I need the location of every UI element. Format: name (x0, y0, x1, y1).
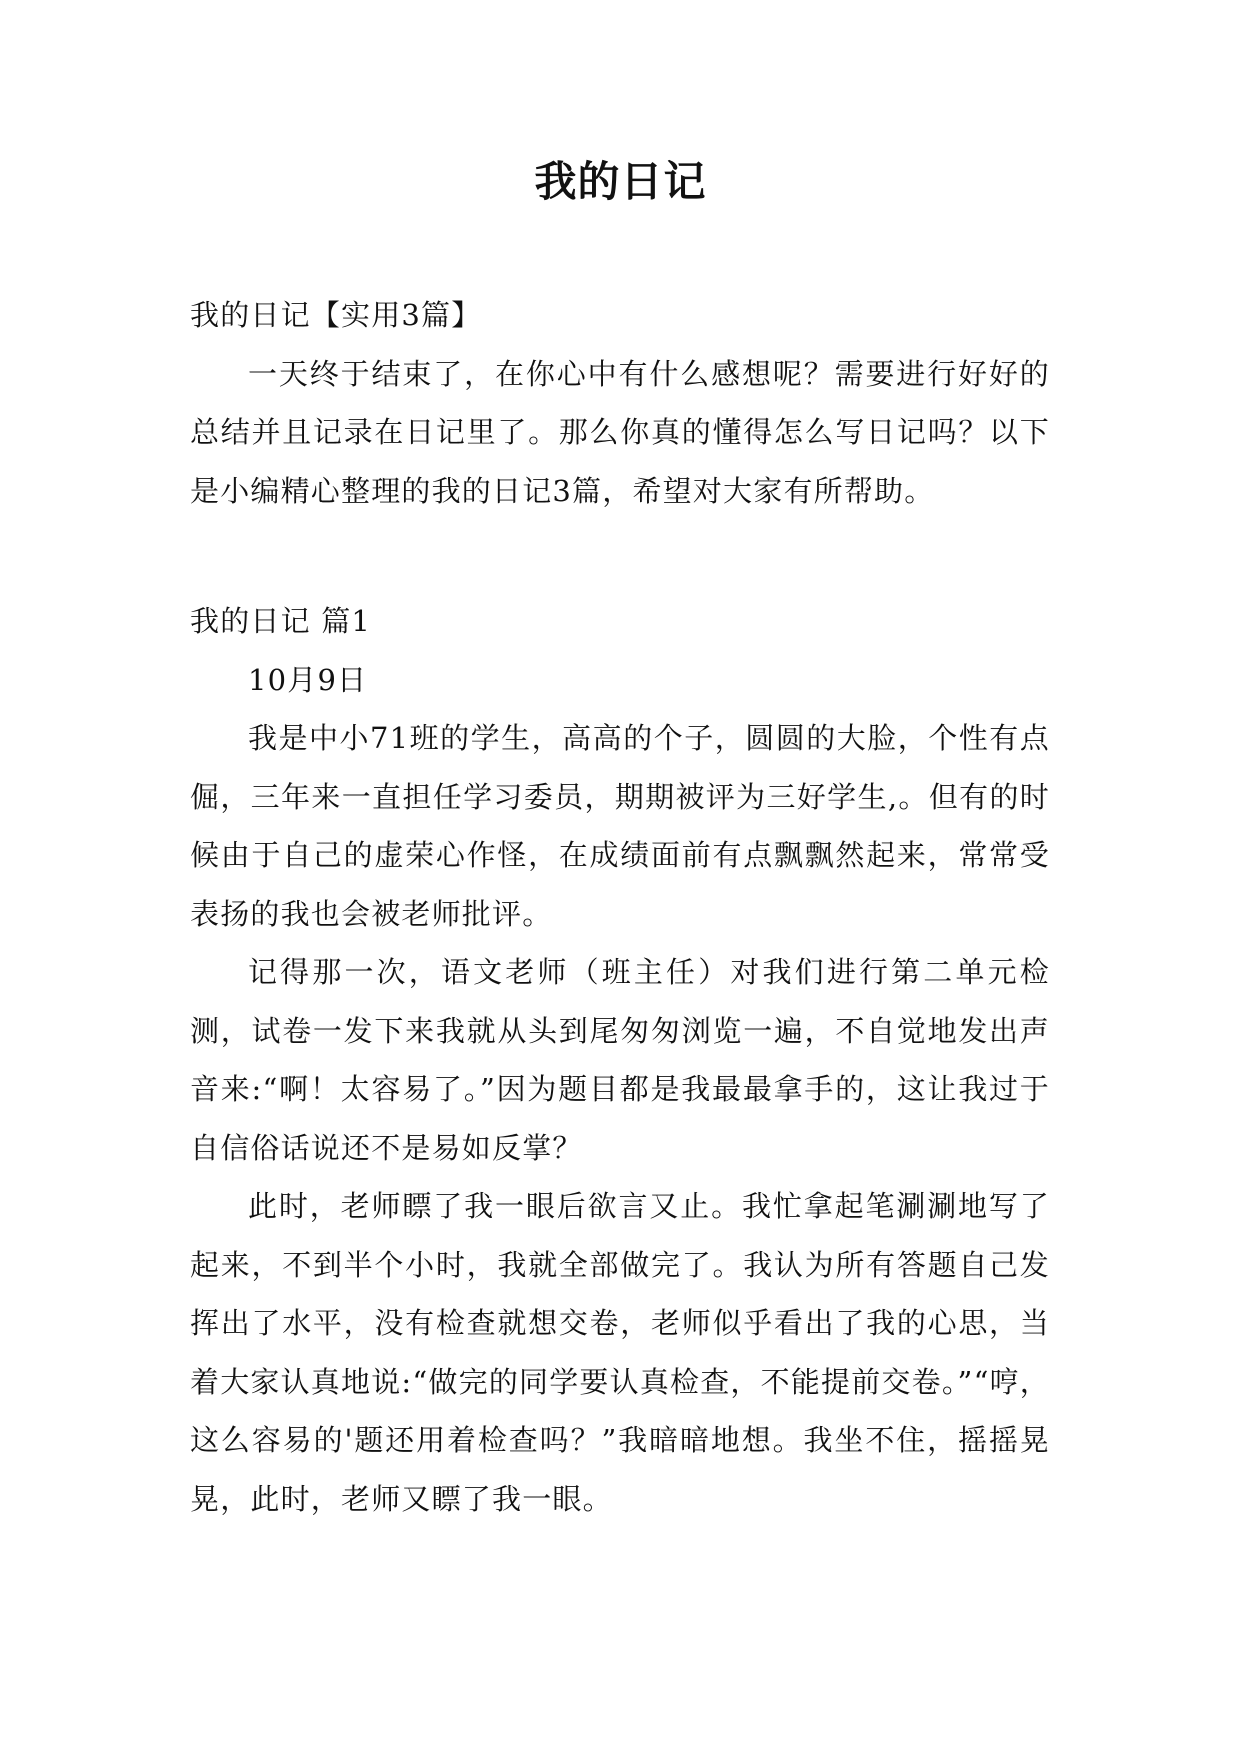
page-title: 我的日记 (534, 157, 707, 206)
body-paragraph: 此时，老师瞟了我一眼后欲言又止。我忙拿起笔涮涮地写了起来，不到半个小时，我就全部做完了。我认为所有答题自己发挥出了水平，没有检查就想交卷，老师似乎看出了我的心思，当着大家认真地说:“做完的同学要认真检查，不能提前交卷。”“哼，这么容易的'题还用着检查吗？”我暗暗地想。我坐不住，摇摇晃晃，此时，老师又瞟了我一眼。 (190, 1189, 1050, 1516)
article-heading: 我的日记【实用3篇】 (190, 298, 482, 332)
document-body (190, 286, 1050, 1528)
body-paragraph: 记得那一次，语文老师（班主任）对我们进行第二单元检测，试卷一发下来我就从头到尾匆匆浏览一遍，不自觉地发出声音来:“啊！太容易了。”因为题目都是我最最拿手的，这让我过于自信俗话说还不是易如反掌？ (190, 955, 1050, 1165)
intro-paragraph: 一天终于结束了，在你心中有什么感想呢？需要进行好好的总结并且记录在日记里了。那么你真的懂得怎么写日记吗？以下是小编精心整理的我的日记3篇，希望对大家有所帮助。 (190, 356, 1050, 508)
entry-date: 10月9日 (248, 662, 368, 697)
section-heading: 我的日记 篇1 (190, 604, 372, 638)
body-paragraph: 我是中小71班的学生，高高的个子，圆圆的大脸，个性有点倔，三年来一直担任学习委员，期期被评为三好学生,。但有的时候由于自己的虚荣心作怪，在成绩面前有点飘飘然起来，常常受表扬的我也会被老师批评。 (190, 721, 1050, 931)
